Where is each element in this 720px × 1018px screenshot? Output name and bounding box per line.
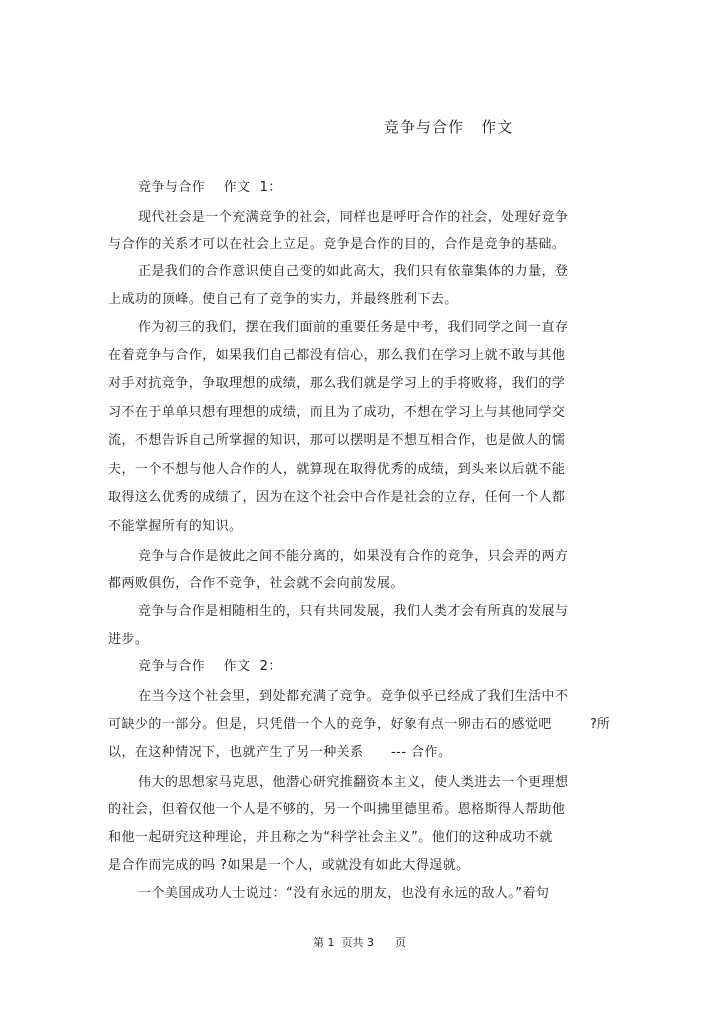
paragraph-line: 可缺少的一部分。但是，只凭借一个人的竞争，好象有点一卵击石的感觉吧 — [108, 717, 552, 732]
paragraph-line: 竞争与合作是彼此之间不能分离的，如果没有合作的竞争，只会弄的两方 — [138, 549, 569, 564]
section-heading-2: 竞争与合作 作文 2： — [138, 659, 282, 674]
paragraph-line: 竞争与合作是相随相生的，只有共同发展，我们人类才会有所真的发展与 — [138, 604, 569, 619]
section-heading-1: 竞争与合作 作文 1： — [138, 180, 282, 195]
paragraph-line: 夫，一个不想与他人合作的人，就算现在取得优秀的成绩，到头来以后就不能 — [108, 462, 566, 477]
paragraph-line: 流，不想告诉自己所掌握的知识，那可以摆明是不想互相合作，也是做人的懦 — [108, 433, 566, 448]
paragraph-line: 以，在这种情况下，也就产生了另一种关系 --- 合作。 — [108, 745, 452, 760]
page-footer: 第 1 页共 3 页 — [313, 936, 406, 949]
paragraph-line: 对手对抗竞争，争取理想的成绩，那么我们就是学习上的手将败将，我们的学 — [108, 376, 566, 391]
paragraph-line-fragment: ?所 — [590, 717, 610, 732]
paragraph-line: 正是我们的合作意识使自己变的如此高大，我们只有依靠集体的力量，登 — [138, 264, 569, 279]
paragraph-line: 上成功的顶峰。使自己有了竞争的实力，并最终胜利下去。 — [108, 292, 458, 307]
paragraph-line: 在着竞争与合作，如果我们自己都没有信心，那么我们在学习上就不敢与其他 — [108, 348, 566, 363]
paragraph-line: 不能掌握所有的知识。 — [108, 519, 243, 534]
paragraph-line: 在当今这个社会里，到处都充满了竞争。竞争似乎已经成了我们生活中不 — [138, 689, 569, 704]
paragraph-line: 习不在于单单只想有理想的成绩，而且为了成功，不想在学习上与其他同学交 — [108, 405, 566, 420]
paragraph-line: 和他一起研究这种理论，并且称之为“科学社会主义”。他们的这种成功不就 — [108, 830, 553, 845]
paragraph-line: 都两败俱伤，合作不竞争，社会就不会向前发展。 — [108, 576, 404, 591]
paragraph-line: 进步。 — [108, 632, 149, 647]
paragraph-line: 与合作的关系才可以在社会上立足。竞争是合作的目的，合作是竞争的基础。 — [108, 237, 566, 252]
paragraph-line: 现代社会是一个充满竞争的社会，同样也是呼吁合作的社会，处理好竞争 — [138, 210, 569, 225]
paragraph-line: 取得这么优秀的成绩了，因为在这个社会中合作是社会的立存，任何一个人都 — [108, 490, 566, 505]
paragraph-line: 是合作而完成的吗 ?如果是一个人，或就没有如此大得逞就。 — [108, 858, 470, 873]
paragraph-line: 一个美国成功人士说过：“没有永远的朋友，也没有永远的敌人。”着句 — [138, 886, 550, 901]
paragraph-line: 伟大的思想家马克思，他潜心研究推翻资本主义，使人类进去一个更理想 — [138, 775, 569, 790]
document-title: 竞争与合作 作文 — [384, 118, 514, 136]
paragraph-line: 作为初三的我们，摆在我们面前的重要任务是中考，我们同学之间一直存 — [138, 320, 569, 335]
paragraph-line: 的社会，但着仅他一个人是不够的，另一个叫拂里德里希。恩格斯得人帮助他 — [108, 802, 566, 817]
